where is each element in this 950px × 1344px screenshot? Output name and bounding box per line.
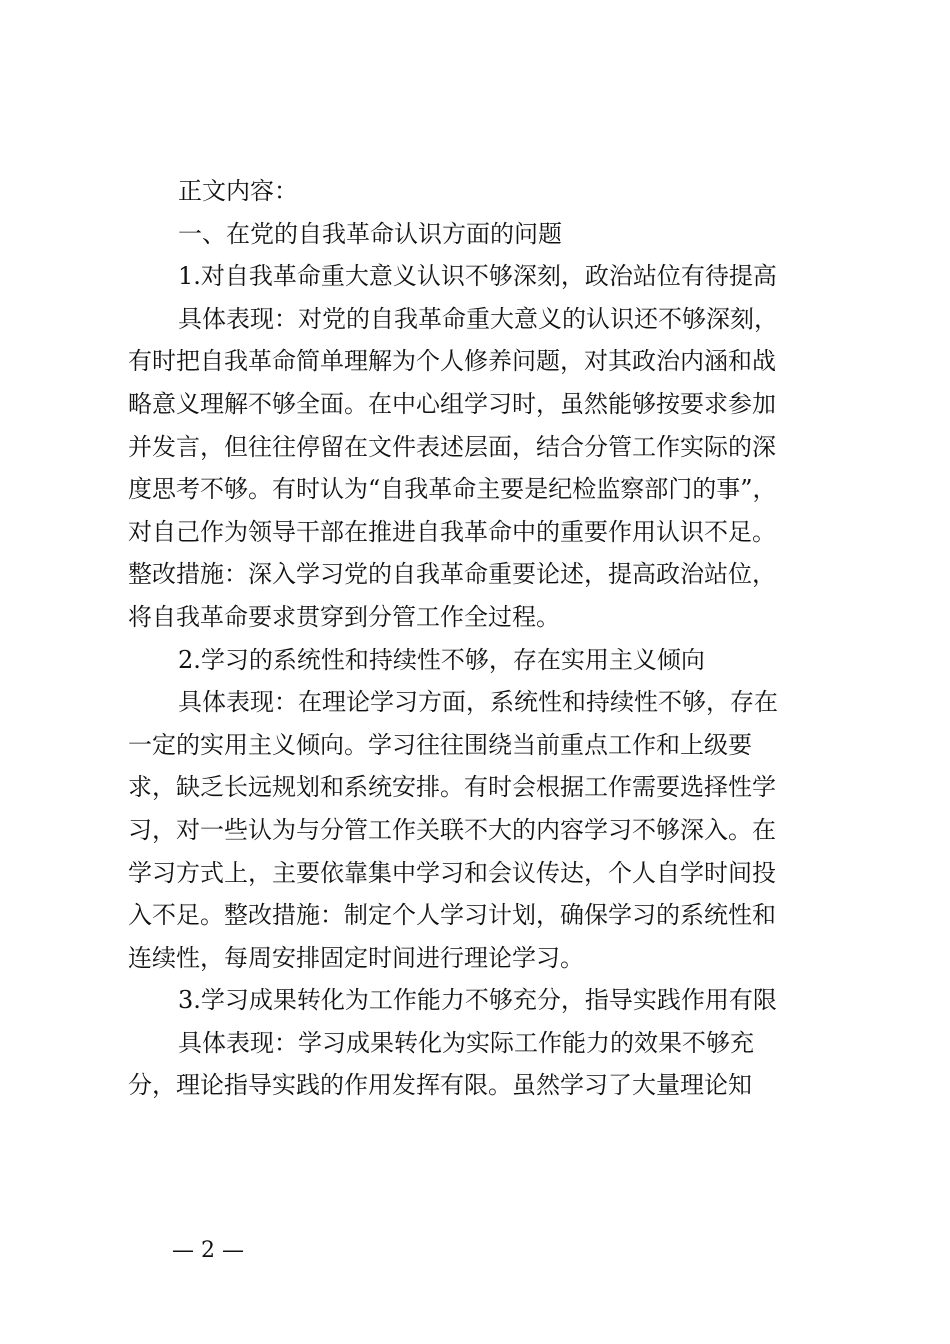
text-line: 度思考不够。有时认为“自我革命主要是纪检监察部门的事”， [128,475,777,504]
text-line: 3.学习成果转化为工作能力不够充分，指导实践作用有限 [178,986,777,1015]
text-line: 一、在党的自我革命认识方面的问题 [178,219,562,248]
text-line: 有时把自我革命简单理解为个人修养问题，对其政治内涵和战 [128,347,776,376]
text-line: 一定的实用主义倾向。学习往往围绕当前重点工作和上级要 [128,730,752,759]
text-line: 连续性，每周安排固定时间进行理论学习。 [128,943,584,972]
text-line: 习，对一些认为与分管工作关联不大的内容学习不够深入。在 [128,815,776,844]
text-line: 对自己作为领导干部在推进自我革命中的重要作用认识不足。 [128,517,776,546]
text-line: 具体表现：在理论学习方面，系统性和持续性不够，存在 [178,688,778,717]
text-line: 学习方式上，主要依靠集中学习和会议传达，个人自学时间投 [128,858,776,887]
text-line: 并发言，但往往停留在文件表述层面，结合分管工作实际的深 [128,432,776,461]
text-line: 正文内容： [178,177,298,205]
text-line: 具体表现：对党的自我革命重大意义的认识还不够深刻， [178,304,778,333]
text-line: 整改措施：深入学习党的自我革命重要论述，提高政治站位， [128,560,776,589]
text-line: 2.学习的系统性和持续性不够，存在实用主义倾向 [178,645,705,674]
text-line: 分，理论指导实践的作用发挥有限。虽然学习了大量理论知 [128,1071,752,1100]
page-number: — 2 — [172,1238,244,1263]
text-line: 将自我革命要求贯穿到分管工作全过程。 [128,602,560,631]
text-line: 略意义理解不够全面。在中心组学习时，虽然能够按要求参加 [128,389,776,418]
body-text [128,170,832,1107]
text-line: 具体表现：学习成果转化为实际工作能力的效果不够充 [178,1028,754,1057]
text-line: 入不足。整改措施：制定个人学习计划，确保学习的系统性和 [128,901,776,930]
text-line: 1.对自我革命重大意义认识不够深刻，政治站位有待提高 [178,262,777,291]
text-line: 求，缺乏长远规划和系统安排。有时会根据工作需要选择性学 [128,773,776,802]
